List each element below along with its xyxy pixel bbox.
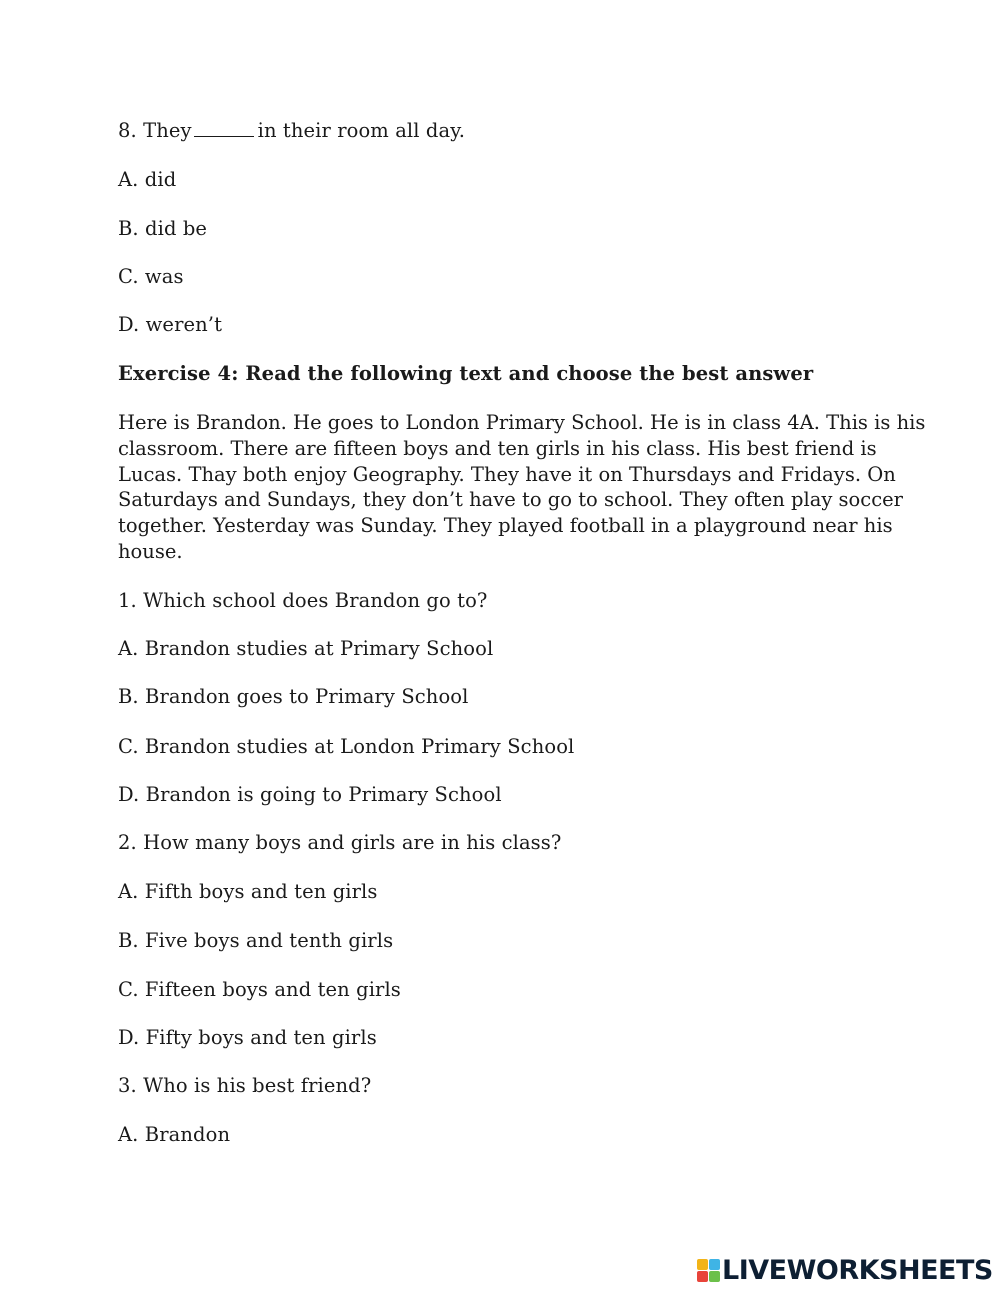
passage-line: Here is Brandon. He goes to London Primary School. He is in class 4A. This is his bbox=[118, 411, 926, 434]
question-1-option-a: A. Brandon studies at Primary School bbox=[118, 637, 494, 660]
answer-blank bbox=[194, 118, 254, 137]
question-1-option-c: C. Brandon studies at London Primary School bbox=[118, 735, 575, 758]
question-8-option-a: A. did bbox=[118, 168, 177, 191]
question-2-option-b: B. Five boys and tenth girls bbox=[118, 929, 394, 952]
passage-line: house. bbox=[118, 539, 183, 563]
logo-mark-square bbox=[697, 1259, 708, 1270]
question-3-stem: 3. Who is his best friend? bbox=[118, 1074, 372, 1097]
logo-mark-icon bbox=[697, 1259, 720, 1282]
logo-mark-square bbox=[709, 1271, 720, 1282]
reading-passage bbox=[118, 410, 926, 565]
question-2-option-a: A. Fifth boys and ten girls bbox=[118, 880, 378, 903]
exercise-4-heading: Exercise 4: Read the following text and choose the best answer bbox=[118, 362, 814, 385]
liveworksheets-logo bbox=[697, 1255, 993, 1285]
question-2-stem: 2. How many boys and girls are in his class? bbox=[118, 831, 562, 854]
question-2-option-d: D. Fifty boys and ten girls bbox=[118, 1026, 377, 1049]
passage-line: Lucas. Thay both enjoy Geography. They have it on Thursdays and Fridays. On bbox=[118, 462, 896, 486]
logo-text: LIVEWORKSHEETS bbox=[722, 1254, 993, 1286]
question-8-option-d: D. weren’t bbox=[118, 313, 223, 336]
question-8-stem: 8. They in their room all day. bbox=[118, 119, 466, 142]
passage-line: classroom. There are fifteen boys and ten girls in his class. His best friend is bbox=[118, 436, 877, 460]
question-2-option-c: C. Fifteen boys and ten girls bbox=[118, 978, 401, 1001]
question-3-option-a: A. Brandon bbox=[118, 1123, 231, 1146]
question-1-option-b: B. Brandon goes to Primary School bbox=[118, 685, 469, 708]
passage-line: together. Yesterday was Sunday. They played football in a playground near his bbox=[118, 514, 893, 538]
question-8-option-b: B. did be bbox=[118, 217, 208, 240]
question-8-option-c: C. was bbox=[118, 265, 184, 288]
passage-line: Saturdays and Sundays, they don’t have to go to school. They often play soccer bbox=[118, 488, 903, 512]
question-1-stem: 1. Which school does Brandon go to? bbox=[118, 589, 488, 612]
question-1-option-d: D. Brandon is going to Primary School bbox=[118, 783, 502, 806]
logo-mark-square bbox=[709, 1259, 720, 1270]
logo-mark-square bbox=[697, 1271, 708, 1282]
